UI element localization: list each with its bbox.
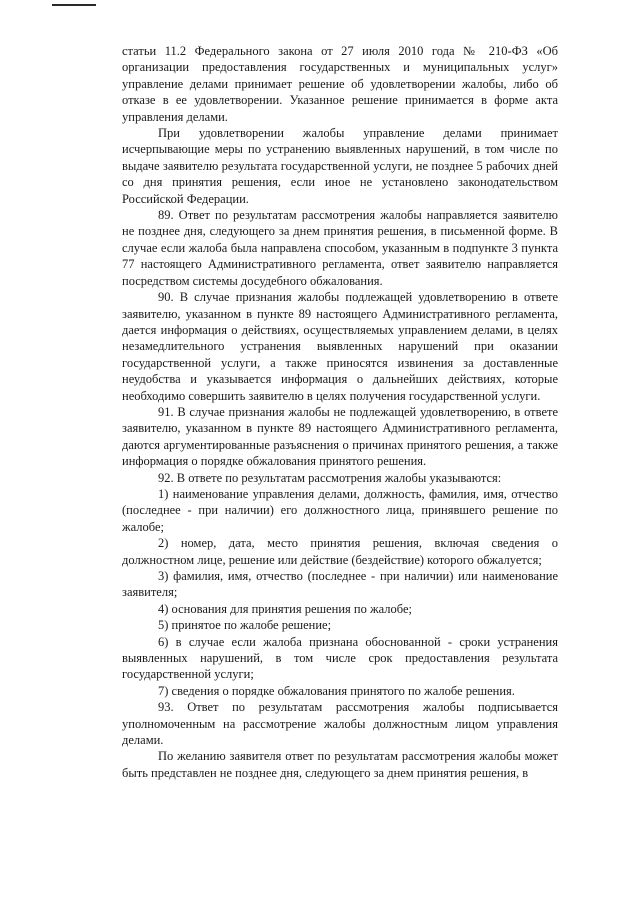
paragraph-91: 91. В случае признания жалобы не подлежащей удовлетворению, в ответе заявителю, указанном в пункте 89 настоящего Административного регламента, даются аргументированные разъяснения о причинах принятого решения, а также информация о порядке обжалования принятого решения. [122,404,558,469]
list-item-92-1: 1) наименование управления делами, должность, фамилия, имя, отчество (последнее - при наличии) его должностного лица, принявшего решение по жалобе; [122,486,558,534]
paragraph-89: 89. Ответ по результатам рассмотрения жалобы направляется заявителю не позднее дня, следующего за днем принятия решения, в письменной форме. В случае если жалоба была направлена способом, указанным в подпункте 3 пункта 77 настоящего Административного регламента, ответ заявителю направляется посредством системы досудебного обжалования. [122,208,558,288]
paragraph-92: 92. В ответе по результатам рассмотрения жалобы указываются: [158,470,502,485]
paragraph-intro-continuation: статьи 11.2 Федерального закона от 27 июля 2010 года № 210-ФЗ «Об организации предоставления государственных и муниципальных услуг» управление делами принимает решение об удовлетворении жалобы, либо об отказе в ее удовлетворении. Указанное решение принимается в форме акта управления делами. [122,44,558,124]
paragraph-satisfaction: При удовлетворении жалобы управление делами принимает исчерпывающие меры по устранению выявленных нарушений, в том числе по выдаче заявителю результата государственной услуги, не позднее 5 рабочих дней со дня принятия решения, если иное не установлено законодательством Российской Федерации. [122,126,558,206]
list-item-92-4: 4) основания для принятия решения по жалобе; [158,601,412,616]
list-item-92-3: 3) фамилия, имя, отчество (последнее - при наличии) или наименование заявителя; [122,569,558,600]
paragraph-applicant-request: По желанию заявителя ответ по результатам рассмотрения жалобы может быть представлен не позднее дня, следующего за днем принятия решения, в [122,749,558,780]
list-item-92-5: 5) принятое по жалобе решение; [158,618,332,633]
paragraph-93: 93. Ответ по результатам рассмотрения жалобы подписывается уполномоченным на рассмотрение жалобы должностным лицом управления делами. [122,700,558,748]
scan-edge-mark [52,4,96,6]
paragraph-90: 90. В случае признания жалобы подлежащей удовлетворению в ответе заявителю, указанном в пункте 89 настоящего Административного регламента, дается информация о действиях, осуществляемых управлением делами, в целях незамедлительного устранения выявленных нарушений при оказании государственной услуги, а также приносятся извинения за доставленные неудобства и указывается информация о дальнейших действиях, которые необходимо совершить заявителю в целях получения государственной услуги. [122,290,558,403]
document-page [122,43,558,781]
list-item-92-7: 7) сведения о порядке обжалования принятого по жалобе решения. [158,683,515,698]
list-item-92-6: 6) в случае если жалоба признана обоснованной - сроки устранения выявленных нарушений, в том числе срок предоставления результата государственной услуги; [122,634,558,682]
list-item-92-2: 2) номер, дата, место принятия решения, включая сведения о должностном лице, решение или действие (бездействие) которого обжалуется; [122,536,558,567]
